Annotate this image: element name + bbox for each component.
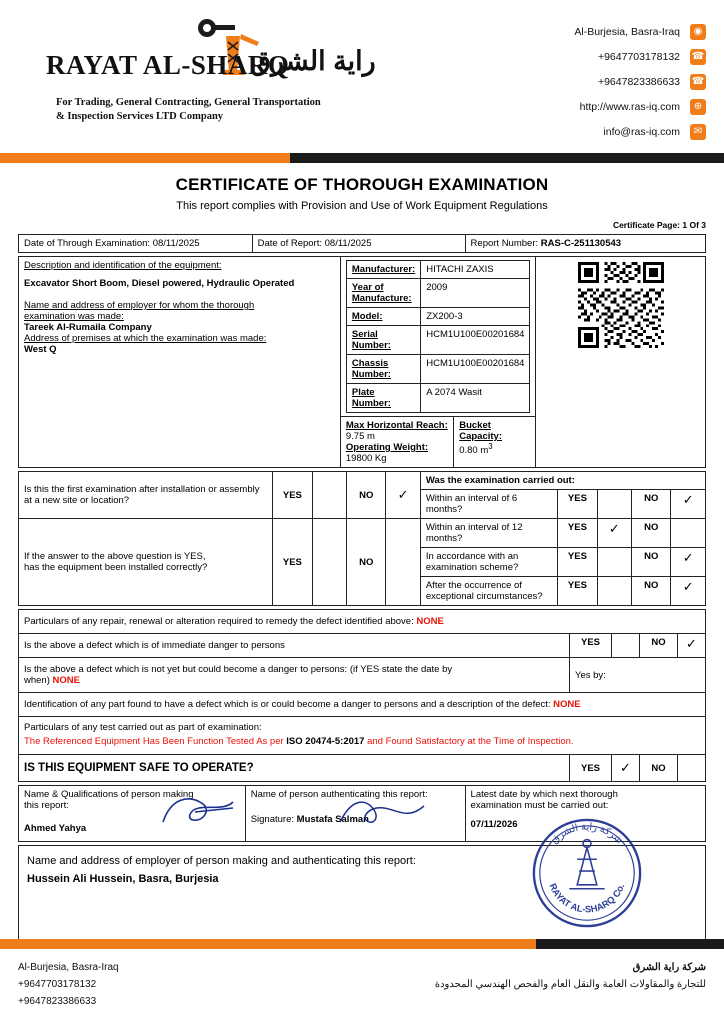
bucket-cell: [454, 417, 536, 467]
equipment-details-table: [346, 260, 531, 413]
svg-text:شركة راية الشرق: [549, 822, 624, 846]
c2-yes-box[interactable]: [597, 519, 631, 548]
repair-label: Particulars of any repair, renewal or alteration required to remedy the defect identified above:: [24, 616, 414, 627]
divider-orange: [0, 153, 290, 163]
auth-sig-label: Signature:: [250, 814, 295, 825]
company-tagline-line2: & Inspection Services LTD Company: [56, 111, 224, 122]
q1-yes-box[interactable]: [312, 472, 346, 519]
footer-phone-2: +9647823386633: [18, 996, 97, 1007]
future-danger-line2-wrap: [24, 675, 564, 686]
contact-phone-1: [378, 49, 706, 65]
table-row: [19, 472, 706, 490]
table-row: [19, 257, 706, 417]
auth-label: Name of person authenticating this report:: [250, 789, 428, 800]
company-tagline-line1: For Trading, General Contracting, General Transportation: [56, 97, 321, 108]
table-row: [19, 658, 706, 693]
c2-yes-label: YES: [558, 519, 597, 548]
serial-label: Serial Number:: [346, 326, 420, 355]
table-row: [19, 717, 706, 755]
employer-value: Tareek Al-Rumaila Company: [24, 322, 152, 333]
defect-part-row: [19, 693, 706, 717]
c2-yes-check: ✓: [608, 521, 620, 536]
authenticator-cell: [245, 786, 465, 842]
c2-no-label: NO: [632, 519, 671, 548]
safe-question-label: IS THIS EQUIPMENT SAFE TO OPERATE?: [24, 762, 254, 774]
carried-q2-label: Within an interval of 12 months?: [420, 519, 557, 548]
capacity-table: [341, 417, 536, 467]
manufacturer-label: Manufacturer:: [346, 261, 420, 279]
safe-yes-box[interactable]: [612, 755, 640, 782]
repair-row: [19, 610, 706, 634]
bucket-value: 0.80 m: [459, 445, 489, 457]
imm-yes-box[interactable]: [612, 634, 640, 658]
footer-arabic-desc: للتجارة والمقاولات العامة والنقل العام والفحص الهندسي المحدودة: [434, 979, 706, 990]
page-footer: [0, 939, 724, 1024]
serial-value: HCM1U100E00201684: [421, 326, 530, 355]
test-note-post: and Found Satisfactory at the Time of Inspection.: [367, 736, 574, 747]
next-label-line2: examination must be carried out:: [470, 800, 609, 811]
carried-q3-line2: examination scheme?: [425, 562, 519, 573]
test-row: [19, 717, 706, 755]
c3-no-check: ✓: [682, 550, 694, 565]
contact-phone-2-text: +9647823386633: [597, 76, 680, 88]
bucket-label: Bucket Capacity:: [459, 420, 502, 442]
footer-orange: [0, 939, 536, 949]
operating-weight-value: 19800 Kg: [345, 453, 387, 464]
carried-q4-line1: After the occurrence of: [425, 580, 522, 591]
safe-yes-check: ✓: [620, 760, 631, 775]
q2-yes-label: YES: [273, 519, 312, 606]
c3-no-box[interactable]: [671, 548, 706, 577]
date-report-cell: [252, 235, 465, 253]
repair-value: NONE: [416, 616, 444, 627]
statements-table: [18, 609, 706, 782]
table-row: [341, 417, 536, 467]
divider-black: [290, 153, 724, 163]
employer-block-value: Hussein Ali Hussein, Basra, Burjesia: [27, 873, 219, 885]
contact-address: [378, 24, 706, 40]
model-value: ZX200-3: [421, 308, 530, 326]
carried-q3-line1: In accordance with an: [425, 551, 519, 562]
future-danger-line1: Is the above a defect which is not yet but could become a danger to persons: (if YES state the date by: [24, 664, 453, 675]
date-exam-label: Date of Through Examination:: [24, 238, 151, 249]
future-danger-line2: when): [24, 675, 50, 686]
year-label: Year of Manufacture:: [346, 279, 420, 308]
maker-name: Ahmed Yahya: [24, 823, 87, 834]
location-icon: ◉: [690, 24, 706, 40]
q1-yes-label: YES: [273, 472, 312, 519]
footer-arabic-name: شركة راية الشرق: [632, 962, 706, 973]
immediate-danger-label: Is the above a defect which is of immediate danger to persons: [19, 634, 570, 658]
email-icon: ✉: [690, 124, 706, 140]
c3-yes-label: YES: [558, 548, 597, 577]
auth-name: Mustafa Salman: [296, 814, 369, 825]
yes-by-cell: Yes by:: [570, 658, 706, 693]
bucket-sup: 3: [488, 442, 493, 451]
company-name-ar: راية الشرق: [250, 46, 376, 76]
c1-yes-label: YES: [558, 490, 597, 519]
phone-icon-2: ☎: [690, 74, 706, 90]
date-report-label: Date of Report:: [257, 238, 322, 249]
company-stamp-icon: [528, 814, 646, 932]
plate-value: A 2074 Wasit: [421, 384, 530, 413]
safe-question-cell: [19, 755, 570, 782]
equipment-left-cell: [19, 257, 341, 468]
defect-part-label: Identification of any part found to have a defect which is or could become a danger to persons and a description of the defect:: [24, 699, 551, 710]
phone-icon: ☎: [690, 49, 706, 65]
future-danger-value: NONE: [52, 675, 80, 686]
footer-black: [536, 939, 724, 949]
employer-label-line2: examination was made:: [24, 311, 124, 322]
equipment-details-cell: [340, 257, 536, 417]
imm-yes-label: YES: [570, 634, 612, 658]
max-reach-label: Max Horizontal Reach:: [345, 420, 448, 431]
capacity-cell: [340, 417, 536, 468]
table-row: [346, 261, 530, 279]
test-note: [24, 736, 700, 747]
c1-no-box[interactable]: [671, 490, 706, 519]
defect-part-value: NONE: [553, 699, 581, 710]
footer-contact-block: [18, 959, 119, 1010]
q2-yes-box[interactable]: [312, 519, 346, 606]
contact-phone-2: [378, 74, 706, 90]
page-subtitle: This report complies with Provision and Use of Work Equipment Regulations: [176, 200, 548, 212]
table-row: [19, 693, 706, 717]
c1-no-check: ✓: [682, 492, 694, 507]
question-2-line2: has the equipment been installed correctly?: [24, 562, 208, 573]
questions-table: [18, 471, 706, 606]
report-number-value: RAS-C-251130543: [540, 238, 622, 249]
description-value: Excavator Short Boom, Diesel powered, Hydraulic Operated: [24, 278, 295, 289]
contact-address-text: Al-Burjesia, Basra-Iraq: [574, 26, 680, 38]
contact-block: [378, 10, 706, 149]
equipment-table: [18, 256, 706, 468]
next-date-value: 07/11/2026: [470, 819, 518, 830]
table-row: [346, 355, 530, 384]
date-report-value: 08/11/2025: [324, 238, 372, 249]
next-label-line1: Latest date by which next thorough: [470, 789, 618, 800]
c3-no-label: NO: [632, 548, 671, 577]
imm-no-check: ✓: [686, 636, 697, 651]
c4-no-check: ✓: [682, 579, 694, 594]
c4-no-label: NO: [632, 577, 671, 606]
safe-no-label: NO: [640, 755, 678, 782]
test-note-pre: The Referenced Equipment Has Been Function Tested As per: [24, 736, 284, 747]
reach-weight-cell: [341, 417, 454, 467]
table-row: [346, 308, 530, 326]
report-number-label: Report Number:: [470, 238, 539, 249]
premises-value: West Q: [24, 344, 57, 355]
svg-text:RAYAT AL-SHARQ Co.: [548, 882, 627, 914]
top-info-table: [18, 234, 706, 253]
footer-phone-1: +9647703178132: [18, 979, 97, 990]
contact-email[interactable]: [378, 124, 706, 140]
q1-no-check: ✓: [397, 487, 409, 502]
table-row: [346, 279, 530, 308]
maker-label-line1: Name & Qualifications of person making: [24, 789, 194, 800]
authenticator-signature-icon: [338, 794, 428, 832]
carried-q4-line2: exceptional circumstances?: [425, 591, 543, 602]
globe-icon: ⊕: [690, 99, 706, 115]
footer-divider-bar: [0, 939, 724, 949]
qr-cell: [536, 257, 706, 468]
table-row: [19, 755, 706, 782]
contact-phone-1-text: +9647703178132: [597, 51, 680, 63]
certificate-page-label: Certificate Page: 1 Of 3: [612, 220, 706, 230]
c1-yes-box[interactable]: [597, 490, 631, 519]
c2-no-box[interactable]: [671, 519, 706, 548]
max-reach-value: 9.75 m: [345, 431, 375, 442]
table-row: [19, 610, 706, 634]
maker-signature-icon: [159, 792, 239, 832]
q1-no-box[interactable]: [386, 472, 420, 519]
contact-email-text[interactable]: info@ras-iq.com: [603, 126, 680, 138]
safe-yes-label: YES: [570, 755, 612, 782]
c4-yes-label: YES: [558, 577, 597, 606]
question-2-label: [19, 519, 273, 606]
logo-block: [18, 10, 378, 149]
question-1-label: Is this the first examination after installation or assembly at a new site or location?: [19, 472, 273, 519]
chassis-label: Chassis Number:: [346, 355, 420, 384]
title-block: [0, 175, 724, 212]
c1-no-label: NO: [632, 490, 671, 519]
table-row: [19, 235, 706, 253]
stamp-bottom-text: RAYAT AL-SHARQ Co.: [547, 881, 627, 915]
maker-label-line2: this report:: [24, 800, 69, 811]
employer-block-label: Name and address of employer of person making and authenticating this report:: [27, 855, 416, 867]
q1-no-label: NO: [347, 472, 386, 519]
table-row: [346, 326, 530, 355]
employer-label-line1: Name and address of employer for whom the thorough: [24, 300, 255, 311]
table-row: [19, 519, 706, 548]
carried-out-header: Was the examination carried out:: [420, 472, 705, 490]
carried-q4-label: [420, 577, 557, 606]
page-title: CERTIFICATE OF THOROUGH EXAMINATION: [175, 175, 549, 194]
description-label: Description and identification of the equipment:: [24, 260, 222, 271]
company-name-en: RAYAT AL-SHARQ: [46, 50, 290, 80]
report-number-cell: [465, 235, 705, 253]
test-note-standard: ISO 20474-5:2017: [286, 736, 365, 747]
question-2-line1: If the answer to the above question is YES,: [24, 551, 206, 562]
chassis-value: HCM1U100E00201684: [421, 355, 530, 384]
contact-website-text[interactable]: http://www.ras-iq.com: [579, 101, 680, 113]
header-divider-bar: [0, 153, 724, 163]
footer-address: Al-Burjesia, Basra-Iraq: [18, 962, 119, 973]
test-label: Particulars of any test carried out as part of examination:: [24, 722, 262, 733]
q2-no-label: NO: [347, 519, 386, 606]
c4-yes-box[interactable]: [597, 577, 631, 606]
carried-q3-label: [420, 548, 557, 577]
c4-no-box[interactable]: [671, 577, 706, 606]
table-row: [19, 634, 706, 658]
date-exam-cell: [19, 235, 253, 253]
carried-q1-label: Within an interval of 6 months?: [420, 490, 557, 519]
stamp-top-text: شركة راية الشرق: [549, 821, 625, 847]
safe-no-box[interactable]: [678, 755, 706, 782]
q2-no-box[interactable]: [386, 519, 420, 606]
model-label: Model:: [346, 308, 420, 326]
table-row: [346, 384, 530, 413]
contact-website[interactable]: [378, 99, 706, 115]
premises-label: Address of premises at which the examination was made:: [24, 333, 267, 344]
operating-weight-label: Operating Weight:: [345, 442, 429, 453]
plate-label: Plate Number:: [346, 384, 420, 413]
c3-yes-box[interactable]: [597, 548, 631, 577]
imm-no-box[interactable]: [678, 634, 706, 658]
manufacturer-value: HITACHI ZAXIS: [421, 261, 530, 279]
page-header: [0, 0, 724, 149]
bucket-value-wrap: [459, 442, 530, 456]
future-danger-label: [19, 658, 570, 693]
qr-code-icon: [578, 262, 664, 348]
maker-cell: [19, 786, 246, 842]
year-value: 2009: [421, 279, 530, 308]
footer-arabic-block: [119, 959, 706, 1010]
imm-no-label: NO: [640, 634, 678, 658]
date-exam-value: 08/11/2025: [152, 238, 200, 249]
